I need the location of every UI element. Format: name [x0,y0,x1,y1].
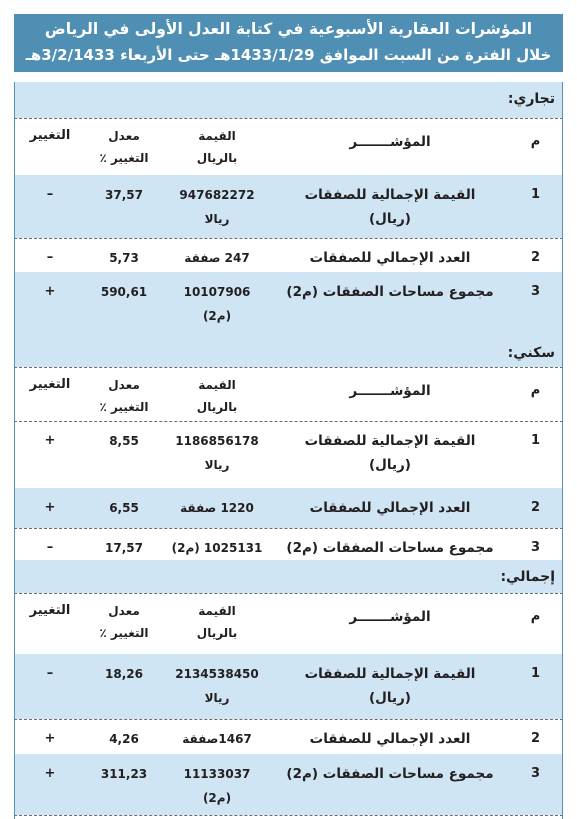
column-header-rate-line2: التغيير ٪ [99,626,149,640]
rate-cell: 17,57 [105,541,143,555]
value-cell: 947682272 [179,188,255,202]
value-cell: 1467صفقة [182,732,252,746]
value-cell: 11133037 [183,767,251,781]
column-header-change: التغيير [29,128,71,143]
value-unit: ريالا [204,458,230,472]
title-banner [14,14,563,72]
table-frame [14,82,563,819]
column-header-value-line1: القيمة [198,378,236,392]
section-label: سكني: [507,345,555,361]
column-header-change: التغيير [29,377,71,392]
row-number: 1 [530,666,541,681]
row-number: 2 [530,731,541,746]
row-number: 1 [530,433,541,448]
row-number: 2 [530,250,541,265]
indicator-label: مجموع مساحات الصفقات (م2) [286,284,494,300]
rate-cell: 4,26 [109,732,139,746]
row-number: 3 [530,540,541,555]
rate-cell: 311,23 [100,767,148,781]
change-cell: – [46,540,54,555]
rate-cell: 37,57 [105,188,143,202]
column-header-num: م [530,383,541,398]
column-header-indicator: المؤشـــــــر [349,609,431,625]
value-cell: 1025131 (م2) [171,541,263,555]
change-cell: + [44,284,56,299]
rate-cell: 5,73 [109,251,139,265]
change-cell: + [44,500,56,515]
value-unit: (م2) [202,309,232,323]
indicator-unit: (ريال) [369,211,411,227]
row-number: 3 [530,766,541,781]
indicator-label: العدد الإجمالي للصفقات [309,250,471,266]
rate-cell: 590,61 [100,285,148,299]
column-header-indicator: المؤشـــــــر [349,134,431,150]
change-cell: – [46,666,54,681]
column-header-num: م [530,134,541,149]
value-unit: ريالا [204,691,230,705]
value-unit: ريالا [204,212,230,226]
column-header-rate-line2: التغيير ٪ [99,151,149,165]
rate-cell: 18,26 [105,667,143,681]
column-header-change: التغيير [29,603,71,618]
title-line-1: المؤشرات العقارية الأسبوعية في كتابة العدل الأولى في الرياض [44,20,533,38]
section-label: تجاري: [507,91,555,107]
column-header-value-line2: بالريال [196,400,238,414]
column-header-value-line1: القيمة [198,129,236,143]
column-header-num: م [530,609,541,624]
value-cell: 10107906 [183,285,251,299]
change-cell: + [44,433,56,448]
indicator-label: مجموع مساحات الصفقات (م2) [286,766,494,782]
value-cell: 1186856178 [175,434,259,448]
column-header-value-line1: القيمة [198,604,236,618]
change-cell: + [44,766,56,781]
section-label: إجمالي: [500,569,555,585]
value-unit: (م2) [202,791,232,805]
column-header-rate-line1: معدل [108,604,140,618]
indicator-label: القيمة الإجمالية للصفقات [304,433,476,449]
indicator-unit: (ريال) [369,690,411,706]
column-header-value-line2: بالريال [196,626,238,640]
value-cell: 1220 صفقة [180,501,254,515]
row-number: 1 [530,187,541,202]
change-cell: – [46,250,54,265]
change-cell: + [44,731,56,746]
column-header-indicator: المؤشـــــــر [349,383,431,399]
row-number: 2 [530,500,541,515]
value-cell: 247 صفقة [184,251,250,265]
rate-cell: 6,55 [109,501,139,515]
column-header-rate-line2: التغيير ٪ [99,400,149,414]
row-number: 3 [530,284,541,299]
column-header-value-line2: بالريال [196,151,238,165]
value-cell: 2134538450 [175,667,259,681]
rate-cell: 8,55 [109,434,139,448]
indicator-label: العدد الإجمالي للصفقات [309,731,471,747]
indicator-unit: (ريال) [369,457,411,473]
indicator-label: القيمة الإجمالية للصفقات [304,187,476,203]
column-header-rate-line1: معدل [108,129,140,143]
indicator-label: العدد الإجمالي للصفقات [309,500,471,516]
indicator-label: مجموع مساحات الصفقات (م2) [286,540,494,556]
indicator-label: القيمة الإجمالية للصفقات [304,666,476,682]
change-cell: – [46,187,54,202]
column-header-rate-line1: معدل [108,378,140,392]
title-line-2: خلال الفترة من السبت الموافق 1433/1/29هـ حتى الأربعاء 3/2/1433هـ [25,46,552,64]
